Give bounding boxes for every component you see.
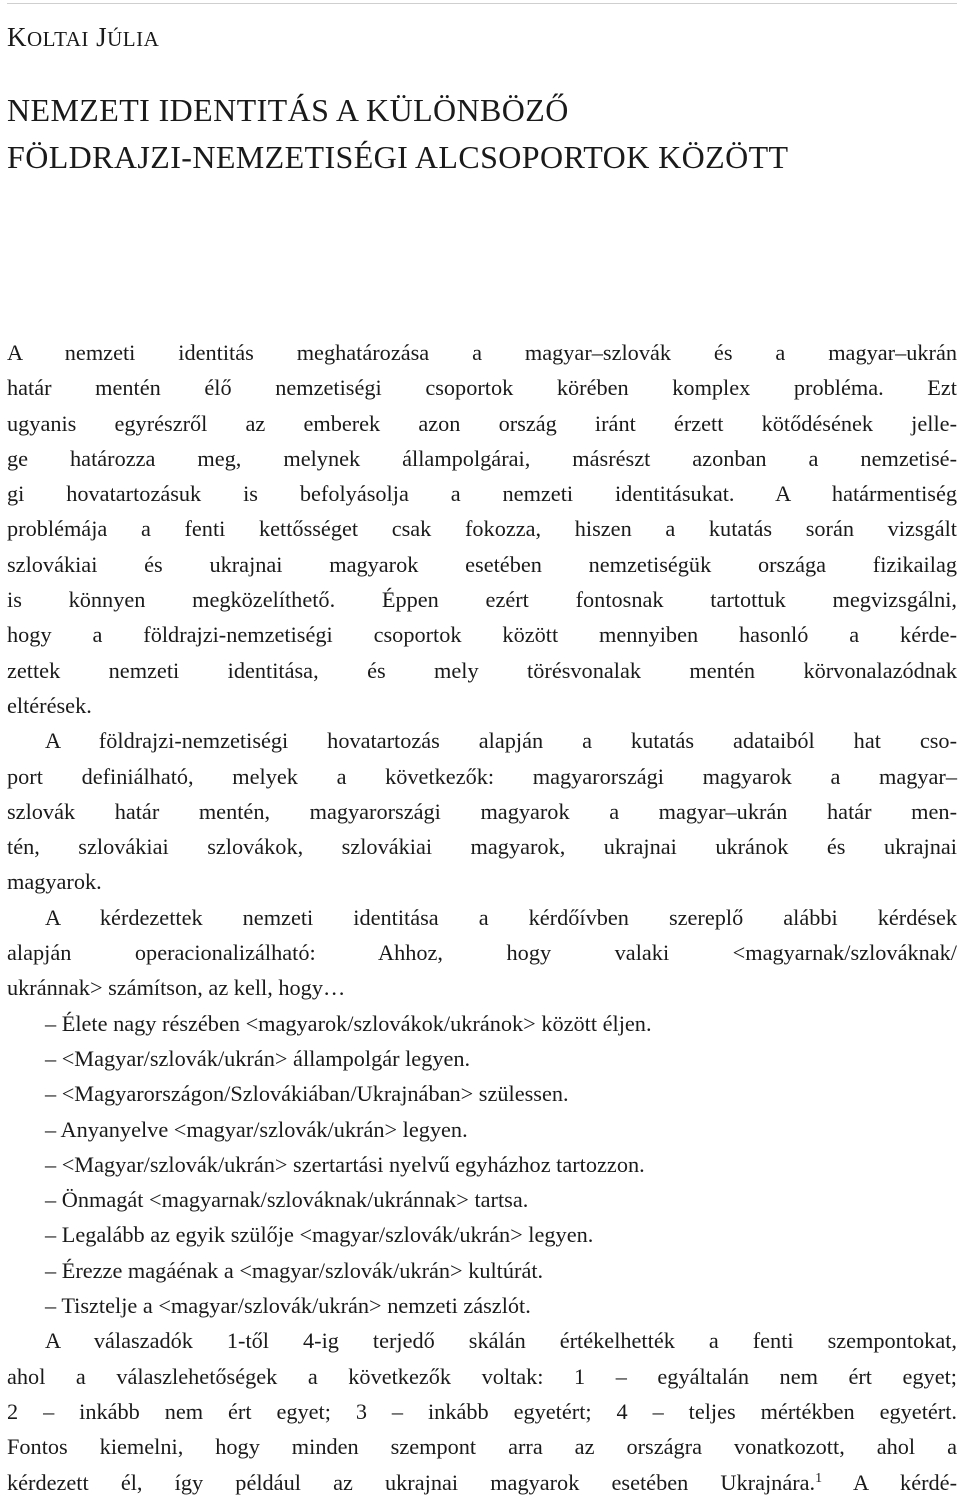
list-item: – <Magyar/szlovák/ukrán> szertartási nyelvű egyházhoz tartozzon. (45, 1151, 645, 1177)
footnote-marker: 1 (815, 1470, 823, 1486)
p4-line: A válaszadók 1-től 4-ig terjedő skálán értékelhették a fenti szempontokat, (45, 1328, 957, 1354)
p2-line: A földrajzi-nemzetiségi hovatartozás alapján a kutatás adataiból hat cso- (45, 728, 957, 754)
p1-line: zettek nemzeti identitása, és mely törésvonalak mentén körvonalazódnak (7, 657, 957, 683)
author-name (7, 22, 159, 53)
p4-last-text: kérdezett él, így például az ukrajnai magyarok esetében Ukrajnára. (7, 1469, 816, 1495)
p3-line: A kérdezettek nemzeti identitása a kérdőívben szereplő alábbi kérdések (45, 904, 957, 930)
top-rule (7, 3, 957, 4)
article-title (7, 87, 788, 181)
p1-line: ugyanis egyrészről az emberek azon ország iránt érzett kötődésének jelle- (7, 410, 957, 436)
list-item: – Anyanyelve <magyar/szlovák/ukrán> legyen. (45, 1116, 468, 1142)
author-first-initial: K (7, 22, 27, 52)
p1-line: A nemzeti identitás meghatározása a magyar–szlovák és a magyar–ukrán (7, 340, 957, 365)
list-item: – Önmagát <magyarnak/szlováknak/ukránnak> tartsa. (45, 1187, 529, 1213)
title-line-1: NEMZETI IDENTITÁS A KÜLÖNBÖZŐ (7, 92, 569, 128)
p1-line: határ mentén élő nemzetiségi csoportok körében komplex probléma. Ezt (7, 375, 957, 401)
list-item: – Legalább az egyik szülője <magyar/szlovák/ukrán> legyen. (45, 1222, 594, 1248)
list-item: – <Magyar/szlovák/ukrán> állampolgár legyen. (45, 1045, 471, 1071)
p1-line: ge határozza meg, melynek állampolgárai, másrészt azonban a nemzetisé- (7, 445, 957, 471)
document-page (7, 0, 957, 1495)
p1-line: is könnyen megközelíthető. Éppen ezért fontosnak tartottuk megvizsgálni, (7, 587, 957, 613)
p4-last-tail: A kérdé- (822, 1469, 957, 1495)
article-body (7, 335, 957, 1500)
list-item: – Érezze magáénak a <magyar/szlovák/ukrán> kultúrát. (45, 1257, 544, 1283)
list-item: – Tisztelje a <magyar/szlovák/ukrán> nemzeti zászlót. (45, 1293, 531, 1319)
p2-line: tén, szlovákiai szlovákok, szlovákiai magyarok, ukrajnai ukránok és ukrajnai (7, 834, 957, 860)
title-line-2: FÖLDRAJZI-NEMZETISÉGI ALCSOPORTOK KÖZÖTT (7, 139, 789, 175)
p1-line: szlovákiai és ukrajnai magyarok esetében nemzetiségük országa fizikailag (7, 551, 957, 577)
p1-line: eltérések. (7, 692, 92, 718)
author-last-initial: J (96, 22, 108, 52)
p3-line: alapján operacionalizálható: Ahhoz, hogy valaki <magyarnak/szlováknak/ (7, 940, 957, 966)
p1-line: problémája a fenti kettősséget csak fokozza, hiszen a kutatás során vizsgált (7, 516, 957, 542)
p2-line: magyarok. (7, 869, 102, 895)
author-first-rest: OLTAI (27, 27, 89, 51)
p4-line: ahol a válaszlehetőségek a következők voltak: 1 – egyáltalán nem ért egyet; (7, 1363, 957, 1389)
p4-line: Fontos kiemelni, hogy minden szempont arra az országra vonatkozott, ahol a (7, 1434, 957, 1460)
p2-line: port definiálható, melyek a következők: magyarországi magyarok a magyar– (7, 763, 957, 789)
author-last-rest: ÚLIA (107, 27, 160, 51)
p1-line: hogy a földrajzi-nemzetiségi csoportok között mennyiben hasonló a kérde- (7, 622, 957, 648)
list-item: – Élete nagy részében <magyarok/szlovákok/ukránok> között éljen. (45, 1010, 652, 1036)
p2-line: szlovák határ mentén, magyarországi magyarok a magyar–ukrán határ men- (7, 798, 957, 824)
p3-line: ukránnak> számítson, az kell, hogy… (7, 975, 346, 1001)
p1-line: gi hovatartozásuk is befolyásolja a nemzeti identitásukat. A határmentiség (7, 481, 957, 507)
list-item: – <Magyarországon/Szlovákiában/Ukrajnában> szülessen. (45, 1081, 569, 1107)
p4-line: 2 – inkább nem ért egyet; 3 – inkább egyetért; 4 – teljes mértékben egyetért. (7, 1398, 957, 1424)
